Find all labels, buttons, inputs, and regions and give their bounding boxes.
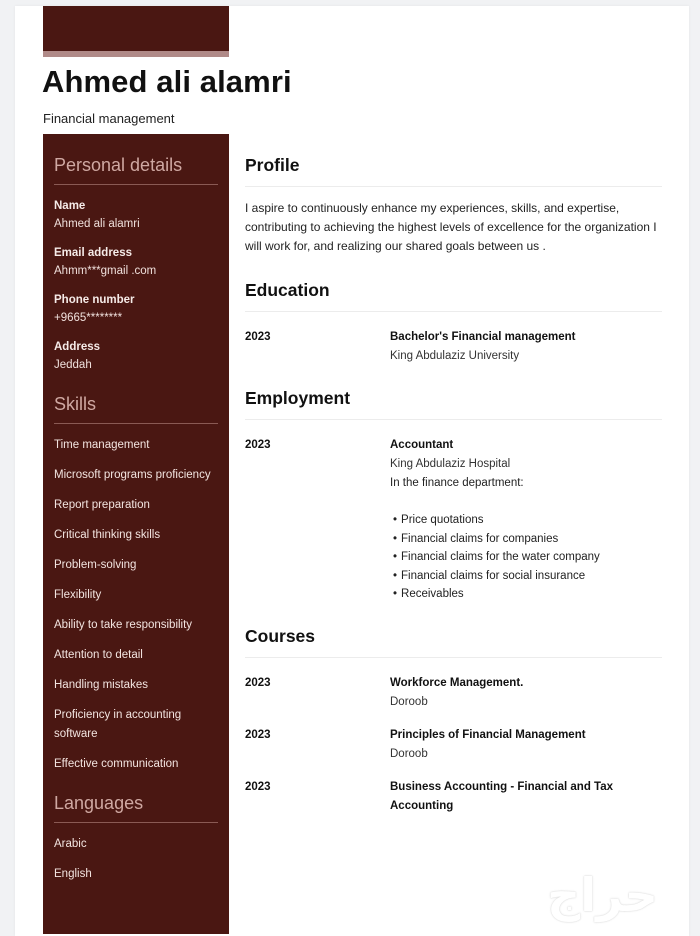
skill-item: Ability to take responsibility [54, 619, 193, 631]
field-label: Email address [54, 247, 132, 259]
skills-list [54, 436, 218, 773]
entry-title: Business Accounting - Financial and Tax Accounting [390, 780, 614, 812]
duty-item: • Financial claims for companies [393, 530, 662, 549]
entry-subtitle: Doroob [390, 695, 428, 708]
languages-section [54, 793, 218, 884]
entry-title: Bachelor's Financial management [390, 331, 576, 343]
course-entry [245, 778, 662, 816]
skill-item: Critical thinking skills [54, 529, 161, 541]
field-name [54, 199, 218, 232]
education-entry [245, 328, 662, 366]
main-content [245, 134, 662, 816]
personal-details-heading: Personal details [54, 155, 218, 185]
skill-item: Problem-solving [54, 559, 137, 571]
entry-year: 2023 [245, 331, 271, 343]
skill-item: Attention to detail [54, 649, 143, 661]
entry-body [390, 436, 662, 604]
language-item: English [54, 868, 92, 880]
profile-section [245, 155, 662, 256]
employment-section [245, 388, 662, 604]
sidebar [43, 134, 229, 934]
field-value: Ahmm***gmail .com [54, 265, 157, 277]
profile-text: I aspire to continuously enhance my experiences, skills, and expertise, contributing to achieving the highest levels of excellence for the organization I will work for, and realizing our shared goals between us . [245, 201, 657, 253]
field-email [54, 246, 218, 279]
entry-body [390, 328, 662, 366]
field-address [54, 340, 218, 373]
field-label: Address [54, 341, 101, 353]
entry-subtitle: King Abdulaziz Hospital [390, 458, 511, 470]
field-value: Ahmed ali alamri [54, 218, 140, 230]
duty-item: • Receivables [393, 585, 662, 604]
entry-title: Accountant [390, 439, 454, 451]
entry-subtitle: King Abdulaziz University [390, 350, 520, 362]
entry-subtitle: Doroob [390, 747, 428, 760]
skill-item: Flexibility [54, 589, 102, 601]
field-value: +9665******** [54, 312, 123, 324]
entry-title: Workforce Management. [390, 676, 524, 689]
skill-item: Time management [54, 439, 150, 451]
haraj-watermark-logo: حراج [547, 868, 658, 922]
course-entry [245, 674, 662, 712]
languages-heading: Languages [54, 793, 218, 823]
entry-year: 2023 [245, 728, 271, 741]
field-value: Jeddah [54, 359, 92, 371]
candidate-title: Financial management [43, 111, 175, 126]
field-label: Phone number [54, 294, 135, 306]
field-label: Name [54, 200, 86, 212]
entry-year: 2023 [245, 780, 271, 793]
skills-heading: Skills [54, 394, 218, 424]
resume-page [15, 6, 689, 936]
employment-heading: Employment [245, 388, 662, 420]
entry-description: In the finance department: [390, 477, 524, 489]
entry-year: 2023 [245, 676, 271, 689]
entry-body [390, 726, 662, 764]
courses-heading: Courses [245, 626, 662, 658]
languages-list [54, 835, 218, 884]
duty-item: • Financial claims for social insurance [393, 567, 662, 586]
employment-entry [245, 436, 662, 604]
skill-item: Effective communication [54, 757, 179, 770]
field-phone [54, 293, 218, 326]
skill-item: Proficiency in accounting software [54, 709, 182, 740]
skills-section [54, 394, 218, 773]
entry-year: 2023 [245, 439, 271, 451]
course-entry [245, 726, 662, 764]
duty-item: • Financial claims for the water company [393, 548, 662, 567]
personal-details-section [54, 155, 218, 373]
skill-item: Handling mistakes [54, 679, 148, 691]
education-section [245, 280, 662, 366]
header-band-edge [43, 51, 229, 57]
header-color-band [43, 6, 229, 51]
courses-section [245, 626, 662, 816]
entry-body [390, 674, 662, 712]
entry-body [390, 778, 662, 816]
profile-heading: Profile [245, 155, 662, 187]
entry-title: Principles of Financial Management [390, 728, 586, 741]
duties-list [393, 511, 662, 604]
candidate-name: Ahmed ali alamri [42, 64, 292, 99]
skill-item: Microsoft programs proficiency [54, 469, 211, 481]
skill-item: Report preparation [54, 499, 150, 511]
duty-item: • Price quotations [393, 511, 662, 530]
education-heading: Education [245, 280, 662, 312]
language-item: Arabic [54, 838, 87, 850]
